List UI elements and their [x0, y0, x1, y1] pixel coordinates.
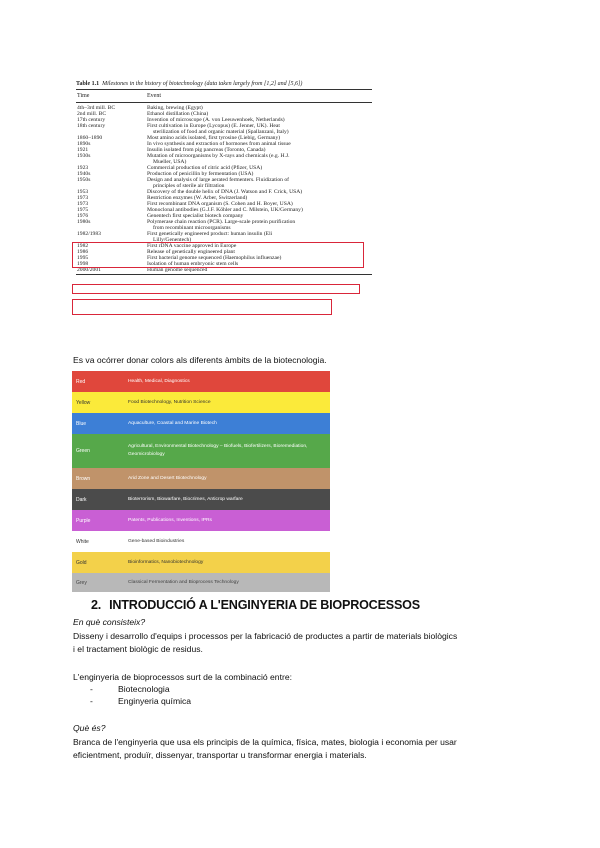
row-time: 2000/2001 [77, 267, 101, 273]
row-event-text: First cultivation in Europe (Lycopus) (E. Jenner, UK). Heat [147, 123, 280, 129]
combination-intro: L'enginyeria de bioprocessos surt de la combinació entre: [73, 672, 292, 682]
color-description: Bioinformatics, Nanobiotechnology [128, 559, 204, 565]
color-name: Green [76, 448, 90, 454]
table-header [76, 90, 372, 102]
highlight-box-1982-1983 [72, 299, 332, 315]
definition-line-1: Branca de l'enginyeria que usa els principis de la química, física, mates, biologia i economia per usar [73, 737, 457, 747]
table-row [76, 267, 372, 273]
color-description: Gene-based Bioindustries [128, 538, 185, 544]
list-item-label: Biotecnologia [118, 684, 170, 694]
row-time: 1975 [77, 207, 89, 213]
row-time: 1923 [77, 165, 89, 171]
table-caption-text: Milestones in the history of biotechnology (data taken largely from [1,2] and [5,6]) [102, 81, 303, 87]
row-event [147, 177, 372, 189]
list-dash: - [90, 696, 93, 706]
color-name: Grey [76, 579, 87, 586]
col-event-header: Event [147, 93, 161, 99]
question-what-is: Què és? [73, 723, 106, 733]
row-event-text: Genentech first specialist biotech company [147, 213, 244, 219]
color-name: Blue [76, 420, 87, 427]
row-event-text: First bacterial genome sequenced (Haemophilus influenzae) [147, 255, 282, 261]
row-event-text: Baking, brewing (Egypt) [147, 105, 203, 111]
color-name: Gold [76, 559, 87, 566]
row-event-text: Restriction enzymes (W. Arber, Switzerland) [147, 195, 248, 201]
row-event-text: Isolation of human embryonic stem cells [147, 261, 239, 267]
row-event [147, 231, 372, 243]
table-row [76, 177, 372, 189]
table-caption-label: Table 1.1 [76, 81, 100, 87]
color-description: Classical Fermentation and Bioprocess Technology [128, 579, 239, 585]
color-row-purple [72, 510, 330, 531]
row-event-text: Mutation of microorganisms by X-rays and chemicals (e.g. H.J. [147, 153, 290, 159]
row-event-text: Monoclonal antibodies (G.J.F. Köhler and C. Milstein, UK/Germany) [147, 207, 303, 213]
list-item-label: Enginyeria química [118, 696, 192, 706]
list-dash: - [90, 684, 93, 694]
row-event-text: In vivo synthesis and extraction of hormones from animal tissue [147, 141, 291, 147]
row-time: 1953 [77, 189, 89, 195]
combination-list [90, 683, 191, 707]
row-event-text: Invention of microscope (A. von Leeuwenhoek, Netherlands) [147, 117, 285, 123]
row-event [147, 153, 372, 165]
row-time: 1973 [77, 195, 89, 201]
row-event-text: Design and analysis of large aerated fermenters. Fluidization of [147, 177, 290, 183]
row-event-text: First recombinant DNA organism (S. Cohen and H. Boyer, USA) [147, 201, 293, 207]
row-time: 18th century [77, 123, 106, 129]
row-event-text: Polymerase chain reaction (PCR). Large-scale protein purification [147, 219, 296, 225]
row-time: 4th–3rd mill. BC [77, 105, 116, 111]
row-event-text: Human genome sequenced [147, 267, 208, 273]
color-row-yellow [72, 392, 330, 413]
section-number: 2. [91, 598, 102, 612]
color-name: White [76, 538, 89, 545]
section-title-text: INTRODUCCIÓ A L'ENGINYERIA DE BIOPROCESSOS [109, 598, 420, 612]
color-description: Health, Medical, Diagnostics [128, 378, 190, 384]
row-time: 1982/1983 [77, 231, 101, 237]
color-name: Purple [76, 517, 91, 524]
row-time: 1995 [77, 255, 89, 261]
color-name: Yellow [76, 399, 91, 406]
list-item [90, 683, 191, 695]
row-event-continuation: sterilization of food and organic material (Spallanzani, Italy) [153, 129, 289, 135]
row-time: 1950s [77, 177, 91, 183]
biotech-colors-table [72, 371, 330, 592]
color-name: Dark [76, 496, 87, 503]
row-event [147, 267, 372, 273]
col-time-header: Time [77, 93, 90, 99]
color-description: Food Biotechnology, Nutrition Science [128, 399, 211, 405]
color-name: Brown [76, 475, 91, 482]
row-time: 1890s [77, 141, 91, 147]
row-event-text: Production of penicillin by fermentation (USA) [147, 171, 254, 177]
row-time: 2nd mill. BC [77, 111, 107, 117]
milestones-table [76, 80, 372, 275]
color-name: Red [76, 378, 86, 385]
table-caption [76, 80, 372, 89]
color-row-brown [72, 468, 330, 489]
list-item [90, 695, 191, 707]
table-row [76, 219, 372, 231]
color-row-gold [72, 552, 330, 573]
color-row-grey [72, 573, 330, 592]
row-time: 1986 [77, 249, 89, 255]
color-row-red [72, 371, 330, 392]
row-time: 1930s [77, 153, 91, 159]
row-time: 1860–1890 [77, 135, 103, 141]
highlight-box-1980s [72, 284, 360, 294]
table-body [76, 103, 372, 273]
row-event-continuation: Mueller, USA) [153, 159, 187, 165]
question-what-consists: En què consisteix? [73, 617, 146, 627]
color-description: Agricultural, Environmental Biotechnology – Biofuels, Biofertilizers, Bioremediation, Geomicrobiology [128, 444, 308, 457]
row-time: 17th century [77, 117, 106, 123]
row-event-continuation: principles of sterile air filtration [153, 183, 225, 189]
row-time: 1973 [77, 201, 89, 207]
row-event-text: First rDNA vaccine approved in Europe [147, 243, 237, 249]
row-event-text: Ethanol distillation (China) [147, 111, 209, 117]
color-description: Arid Zone and Desert Biotechnology [128, 475, 207, 481]
color-description: Aquaculture, Coastal and Marine Biotech [128, 420, 217, 426]
table-bottom-rule [76, 274, 372, 275]
row-event [147, 123, 372, 135]
color-row-dark [72, 489, 330, 510]
row-time: 1982 [77, 243, 89, 249]
table-row [76, 123, 372, 135]
row-time: 1940s [77, 171, 91, 177]
table-row [76, 231, 372, 243]
answer-line-1: Disseny i desarrollo d'equips i processos per la fabricació de productes a partir de materials biològics [73, 631, 458, 641]
color-row-green [72, 434, 330, 468]
color-description: Bioterrorism, Biowarfare, Biocrimes, Anticrop warfare [128, 496, 243, 502]
row-time: 1921 [77, 147, 89, 153]
definition-line-2: eficientment, produïr, dissenyar, transportar u transformar energia i materials. [73, 750, 367, 760]
row-event-text: Release of genetically engineered plant [147, 249, 235, 255]
row-event-text: Insulin isolated from pig pancreas (Toronto, Canada) [147, 147, 266, 153]
row-event [147, 219, 372, 231]
row-time: 1980s [77, 219, 91, 225]
intro-sentence: Es va ocórrer donar colors als diferents àmbits de la biotecnologia. [73, 355, 327, 365]
row-event-continuation: from recombinant microorganisms [153, 225, 231, 231]
table-row [76, 153, 372, 165]
row-time: 1998 [77, 261, 89, 267]
color-description: Patents, Publications, Inventions, IPRs [128, 517, 213, 523]
color-row-white [72, 531, 330, 552]
row-event-text: First genetically engineered product: human insulin (Eli [147, 231, 273, 237]
color-row-blue [72, 413, 330, 434]
section-title [91, 598, 420, 612]
row-event-text: Commercial production of citric acid (Pfizer, USA) [147, 165, 263, 171]
row-event-continuation: Lilly/Genentech) [153, 237, 192, 243]
answer-line-2: i el tractament biològic de residus. [73, 644, 203, 654]
row-time: 1976 [77, 213, 89, 219]
row-event-text: Discovery of the double helix of DNA (J. Watson and F. Crick, USA) [147, 189, 303, 195]
row-event-text: Most amino acids isolated, first tyrosine (Liebig, Germany) [147, 135, 281, 141]
